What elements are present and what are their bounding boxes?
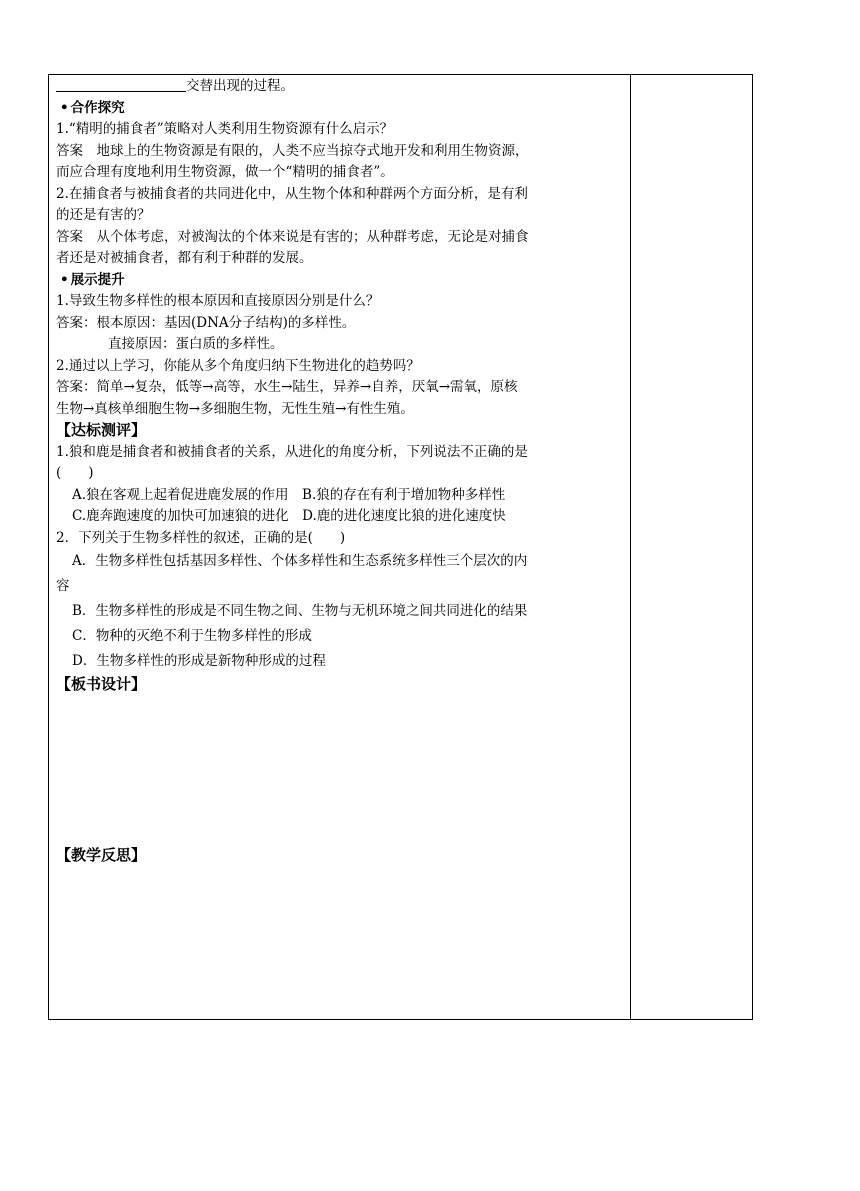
display-section-title: • 展示提升 [60,271,125,288]
cooperative-section-title: • 合作探究 [60,99,125,116]
lesson-content [56,76,628,866]
cooperative-a2-line2: 者还是对被捕食者，都有利于种群的发展。 [56,250,313,266]
test-q1-options-ab: A.狼在客观上起着促进鹿发展的作用 B.狼的存在有利于增加物种多样性 [72,486,506,503]
cooperative-q2-line1: 2.在捕食者与被捕食者的共同进化中，从生物个体和种群两个方面分析，是有利 [56,185,528,202]
test-q1-line2: ( ) [56,465,94,481]
test-section-title: 【达标测评】 [56,421,147,439]
cooperative-a1-line1: 答案 地球上的生物资源是有限的，人类不应当掠夺式地开发和利用生物资源， [56,142,529,159]
board-design-area [56,696,628,845]
display-a2-line2: 生物→真核单细胞生物→多细胞生物，无性生殖→有性生殖。 [56,400,414,417]
display-a1-line2: 直接原因：蛋白质的多样性。 [108,336,284,352]
display-q2: 2.通过以上学习，你能从多个角度归纳下生物进化的趋势吗？ [56,357,420,374]
reflection-title: 【教学反思】 [56,845,147,864]
fill-blank [56,76,186,92]
test-q2-option-d: D．生物多样性的形成是新物种形成的过程 [72,653,326,669]
cooperative-q1: 1.“精明的捕食者”策略对人类利用生物资源有什么启示？ [56,121,394,137]
cooperative-a1-line2: 而应合理有度地利用生物资源，做一个“精明的捕食者”。 [56,164,394,180]
board-design-title: 【板书设计】 [56,675,147,693]
display-q1: 1.导致生物多样性的根本原因和直接原因分别是什么？ [56,293,380,309]
display-a2-line1: 答案：简单→复杂，低等→高等，水生→陆生，异养→自养，厌氧→需氧，原核 [56,379,518,395]
test-q2-option-a-line2: 容 [56,578,70,594]
column-divider [630,74,631,1020]
test-q2-option-c: C．物种的灭绝不利于生物多样性的形成 [72,628,312,644]
test-q2: 2．下列关于生物多样性的叙述，正确的是( ) [56,529,346,546]
bullet-icon: • [60,271,69,288]
test-q1-options-cd: C.鹿奔跑速度的加快可加速狼的进化 D.鹿的进化速度比狼的进化速度快 [72,508,506,524]
intro-line: 交替出现的过程。 [56,76,628,98]
cooperative-q2-line2: 的还是有害的？ [56,207,151,223]
test-q2-option-a-line1: A．生物多样性包括基因多样性、个体多样性和生态系统多样性三个层次的内 [72,553,528,569]
test-q2-option-b: B．生物多样性的形成是不同生物之间、生物与无机环境之间共同进化的结果 [72,603,528,619]
test-q1-line1: 1.狼和鹿是捕食者和被捕食者的关系，从进化的角度分析，下列说法不正确的是 [56,443,528,460]
display-a1-line1: 答案：根本原因：基因(DNA分子结构)的多样性。 [56,314,356,331]
cooperative-a2-line1: 答案 从个体考虑，对被淘汰的个体来说是有害的；从种群考虑，无论是对捕食 [56,228,529,245]
bullet-icon: • [60,99,69,116]
